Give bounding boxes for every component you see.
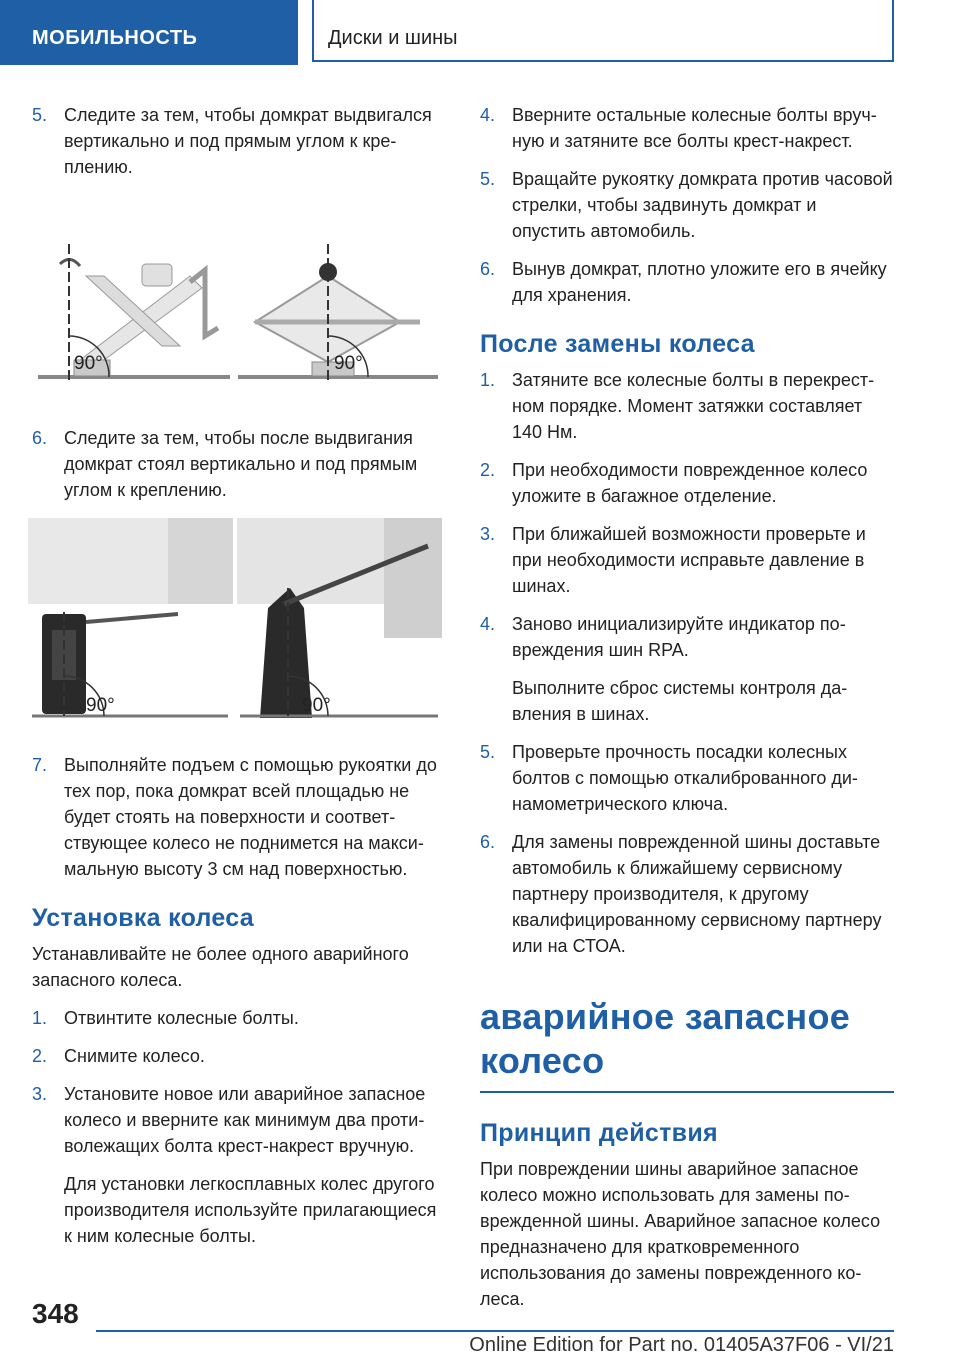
list-note: Для установки легкосплавных колес другого производителя используйте прилагающиеся к ним колесные болты. (64, 1174, 437, 1246)
list-text: Отвинтите колесные болты. (64, 1008, 299, 1028)
list-number: 6. (480, 832, 496, 852)
header-chapter-box (312, 0, 894, 62)
list-number: 4. (480, 614, 496, 634)
left-column-lower (32, 752, 446, 1261)
list-text: Снимите колесо. (64, 1046, 205, 1066)
jack-side-view (38, 244, 230, 384)
list-number: 2. (32, 1046, 48, 1066)
list-number: 5. (480, 169, 496, 189)
section-heading: Принцип действия (480, 1119, 718, 1147)
list-item (32, 1081, 446, 1159)
jack-photo-figure (28, 518, 442, 722)
list-text: Выполняйте подъем с помощью рукоятки до тех пор, пока домкрат всей площадью не будет стоять на поверхности и соответствующее колесо не поднимется на максимальную высоту 3 см над поверхностью. (64, 755, 437, 879)
list-text: Вращайте рукоятку домкрата против часовой стрелки, чтобы задвинуть домкрат и опустить автомобиль. (512, 169, 893, 241)
header-section-title: МОБИЛЬНОСТЬ (32, 27, 198, 49)
list-item (480, 367, 894, 445)
left-column-cont (32, 425, 442, 515)
list-number: 3. (32, 1084, 48, 1104)
list-item (32, 752, 446, 882)
list-text: Следите за тем, чтобы после выдвигания домкрат стоял вертикально и под прямым углом к креплению. (64, 428, 418, 500)
list-item (480, 102, 894, 154)
right-column (480, 102, 894, 1324)
header-chapter-title: Диски и шины (328, 27, 458, 49)
list-item (32, 425, 442, 503)
list-item (32, 1043, 446, 1069)
list-number: 6. (480, 259, 496, 279)
list-item (480, 457, 894, 509)
list-number: 6. (32, 428, 48, 448)
list-item (480, 829, 894, 959)
list-text: Затяните все колесные болты в перекрестном порядке. Момент затяжки составляет 140 Нм. (512, 370, 875, 442)
footer-edition: Online Edition for Part no. 01405A37F06 - VI/21 (469, 1334, 894, 1356)
jack-photo-left (28, 518, 233, 722)
section-heading: После замены колеса (480, 330, 755, 358)
list-number: 2. (480, 460, 496, 480)
list-number: 1. (480, 370, 496, 390)
list-number: 1. (32, 1008, 48, 1028)
section-text: При повреждении шины аварийное запасное колесо можно использовать для замены поврежденной шины. Аварийное запасное колесо предназначено для кратковременного использования до замены поврежденного колеса. (480, 1159, 881, 1309)
list-text: При ближайшей возможности проверьте и при необходимости исправьте давление в шинах. (512, 524, 866, 596)
list-number: 4. (480, 105, 496, 125)
list-item (480, 739, 894, 817)
header-section-tab (0, 0, 298, 65)
list-text: Вынув домкрат, плотно уложите его в ячейку для хранения. (512, 259, 887, 305)
list-number: 3. (480, 524, 496, 544)
jack-photo-right (237, 518, 442, 722)
list-item (32, 1005, 446, 1031)
list-text: При необходимости поврежденное колесо уложите в багажное отделение. (512, 460, 868, 506)
list-text: Проверьте прочность посадки колесных болтов с помощью откалиброванного динамометрического ключа. (512, 742, 858, 814)
section-heading: Установка колеса (32, 904, 254, 932)
list-item (480, 256, 894, 308)
angle-label: 90° (74, 353, 103, 374)
page-number: 348 (32, 1298, 79, 1329)
angle-label: 90° (302, 695, 331, 716)
chapter-rule (480, 1091, 894, 1093)
list-text: Установите новое или аварийное запасное колесо и вверните как минимум два противолежащих болта крест-накрест вручную. (64, 1084, 426, 1156)
section-intro: Устанавливайте не более одного аварийного запасного колеса. (32, 944, 409, 990)
left-column (32, 102, 442, 192)
jack-front-view (238, 244, 438, 384)
list-item (480, 166, 894, 244)
list-note: Выполните сброс системы контроля давления в шинах. (512, 678, 848, 724)
list-item (480, 521, 894, 599)
list-number: 5. (480, 742, 496, 762)
footer-rule (96, 1330, 894, 1332)
list-text: Для замены поврежденной шины доставьте автомобиль к ближайшему сервисному партнеру производителя, к другому квалифицированному сервисному партнеру или на СТОА. (512, 832, 882, 956)
angle-label: 90° (86, 695, 115, 716)
list-text: Вверните остальные колесные болты вручную и затяните все болты крест-накрест. (512, 105, 877, 151)
list-number: 7. (32, 755, 48, 775)
list-text: Следите за тем, чтобы домкрат выдвигался вертикально и под прямым углом к креплению. (64, 105, 432, 177)
chapter-title: аварийное запасное колесо (480, 996, 851, 1081)
jack-alignment-figure (30, 236, 442, 386)
angle-label: 90° (334, 353, 363, 374)
list-item (480, 611, 894, 663)
list-number: 5. (32, 105, 48, 125)
list-text: Заново инициализируйте индикатор повреждения шин RPA. (512, 614, 846, 660)
list-item (32, 102, 442, 180)
